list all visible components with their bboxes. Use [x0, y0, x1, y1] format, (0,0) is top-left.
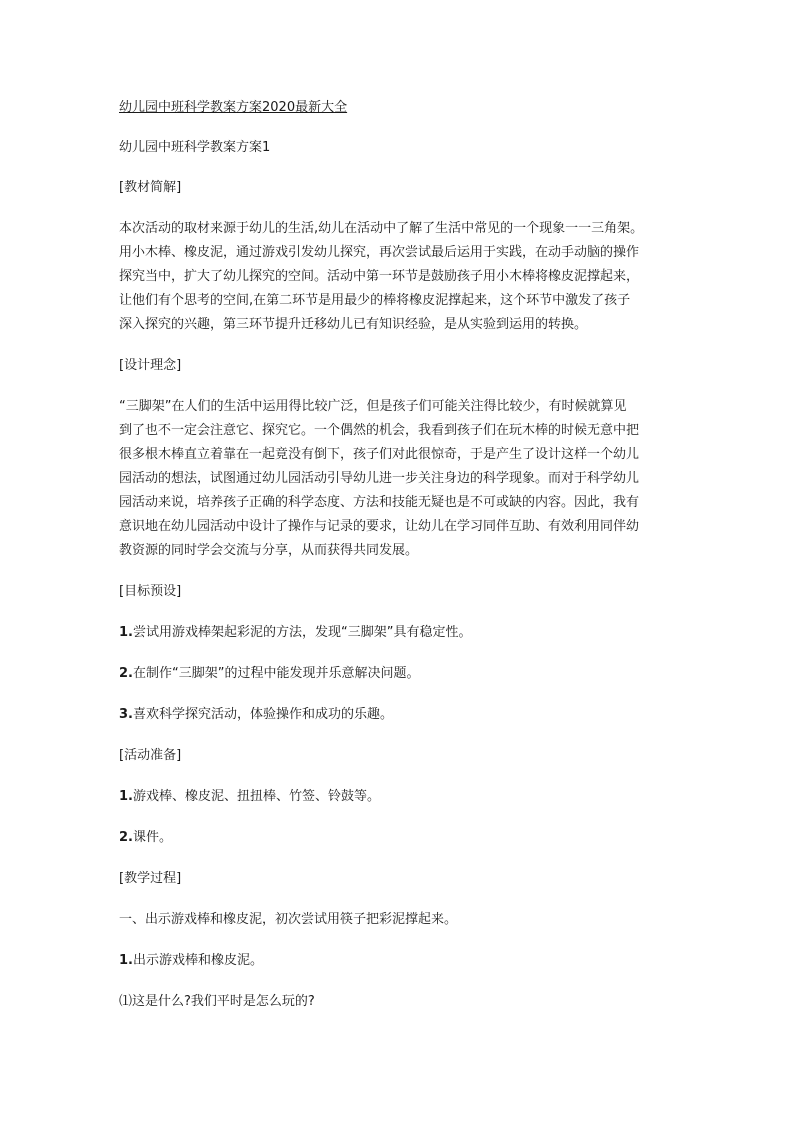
design-line: 园活动来说，培养孩子正确的科学态度、方法和技能无疑也是不可或缺的内容。因此，我有	[119, 495, 640, 510]
prep-item	[119, 785, 679, 809]
materials-paragraph	[119, 217, 679, 337]
process-substep-text: 出示游戏棒和橡皮泥。	[132, 953, 263, 968]
goal-number: 1.	[119, 625, 133, 640]
materials-line: 探究当中，扩大了幼儿探究的空间。活动中第一环节是鼓励孩子用小木棒将橡皮泥撑起来，	[119, 269, 640, 284]
goal-text: 尝试用游戏棒架起彩泥的方法，发现“三脚架”具有稳定性。	[132, 625, 472, 640]
goals-heading: [目标预设]	[119, 584, 182, 599]
design-line: “三脚架”在人们的生活中运用得比较广泛，但是孩子们可能关注得比较少，有时候就算见	[119, 399, 627, 414]
process-substep-number: 1.	[119, 953, 133, 968]
materials-line: 本次活动的取材来源于幼儿的生活,幼儿在活动中了解了生活中常见的一个现象一一三角架。	[119, 221, 644, 236]
design-paragraph	[119, 395, 679, 563]
design-line: 园活动的想法，试图通过幼儿园活动引导幼儿进一步关注身边的科学现象。而对于科学幼儿	[119, 471, 640, 486]
goal-number: 3.	[119, 707, 133, 722]
prep-item	[119, 826, 679, 850]
process-heading: [教学过程]	[119, 871, 182, 886]
materials-line: 深入探究的兴趣，第三环节提升迁移幼儿已有知识经验，是从实验到运用的转换。	[119, 317, 588, 332]
design-line: 意识地在幼儿园活动中设计了操作与记录的要求，让幼儿在学习同伴互助、有效利用同伴幼	[119, 519, 640, 534]
goal-number: 2.	[119, 666, 133, 681]
materials-line: 让他们有个思考的空间,在第二环节是用最少的棒将橡皮泥撑起来，这个环节中激发了孩子	[119, 293, 631, 308]
design-heading: [设计理念]	[119, 358, 182, 373]
design-line: 教资源的同时学会交流与分享，从而获得共同发展。	[119, 543, 419, 558]
document-title: 幼儿园中班科学教案方案2020最新大全	[119, 100, 348, 115]
prep-text: 课件。	[132, 830, 172, 845]
materials-heading: [教材简解]	[119, 180, 182, 195]
process-substep	[119, 949, 679, 973]
design-line: 到了也不一定会注意它、探究它。一个偶然的机会，我看到孩子们在玩木棒的时候无意中把	[119, 423, 640, 438]
prep-number: 2.	[119, 830, 133, 845]
process-question: ⑴这是什么?我们平时是怎么玩的?	[119, 994, 315, 1009]
materials-line: 用小木棒、橡皮泥，通过游戏引发幼儿探究，再次尝试最后运用于实践，在动手动脑的操作	[119, 245, 640, 260]
design-line: 很多根木棒直立着靠在一起竟没有倒下，孩子们对此很惊奇，于是产生了设计这样一个幼儿	[119, 447, 640, 462]
goal-item	[119, 621, 679, 645]
prep-heading: [活动准备]	[119, 748, 182, 763]
process-step: 一、出示游戏棒和橡皮泥，初次尝试用筷子把彩泥撑起来。	[119, 912, 458, 927]
goal-item	[119, 703, 679, 727]
goal-text: 在制作“三脚架”的过程中能发现并乐意解决问题。	[132, 666, 420, 681]
section-heading: 幼儿园中班科学教案方案1	[119, 140, 271, 155]
goal-text: 喜欢科学探究活动，体验操作和成功的乐趣。	[132, 707, 393, 722]
document-page	[119, 96, 679, 1014]
prep-number: 1.	[119, 789, 133, 804]
prep-text: 游戏棒、橡皮泥、扭扭棒、竹签、铃鼓等。	[132, 789, 380, 804]
goal-item	[119, 662, 679, 686]
